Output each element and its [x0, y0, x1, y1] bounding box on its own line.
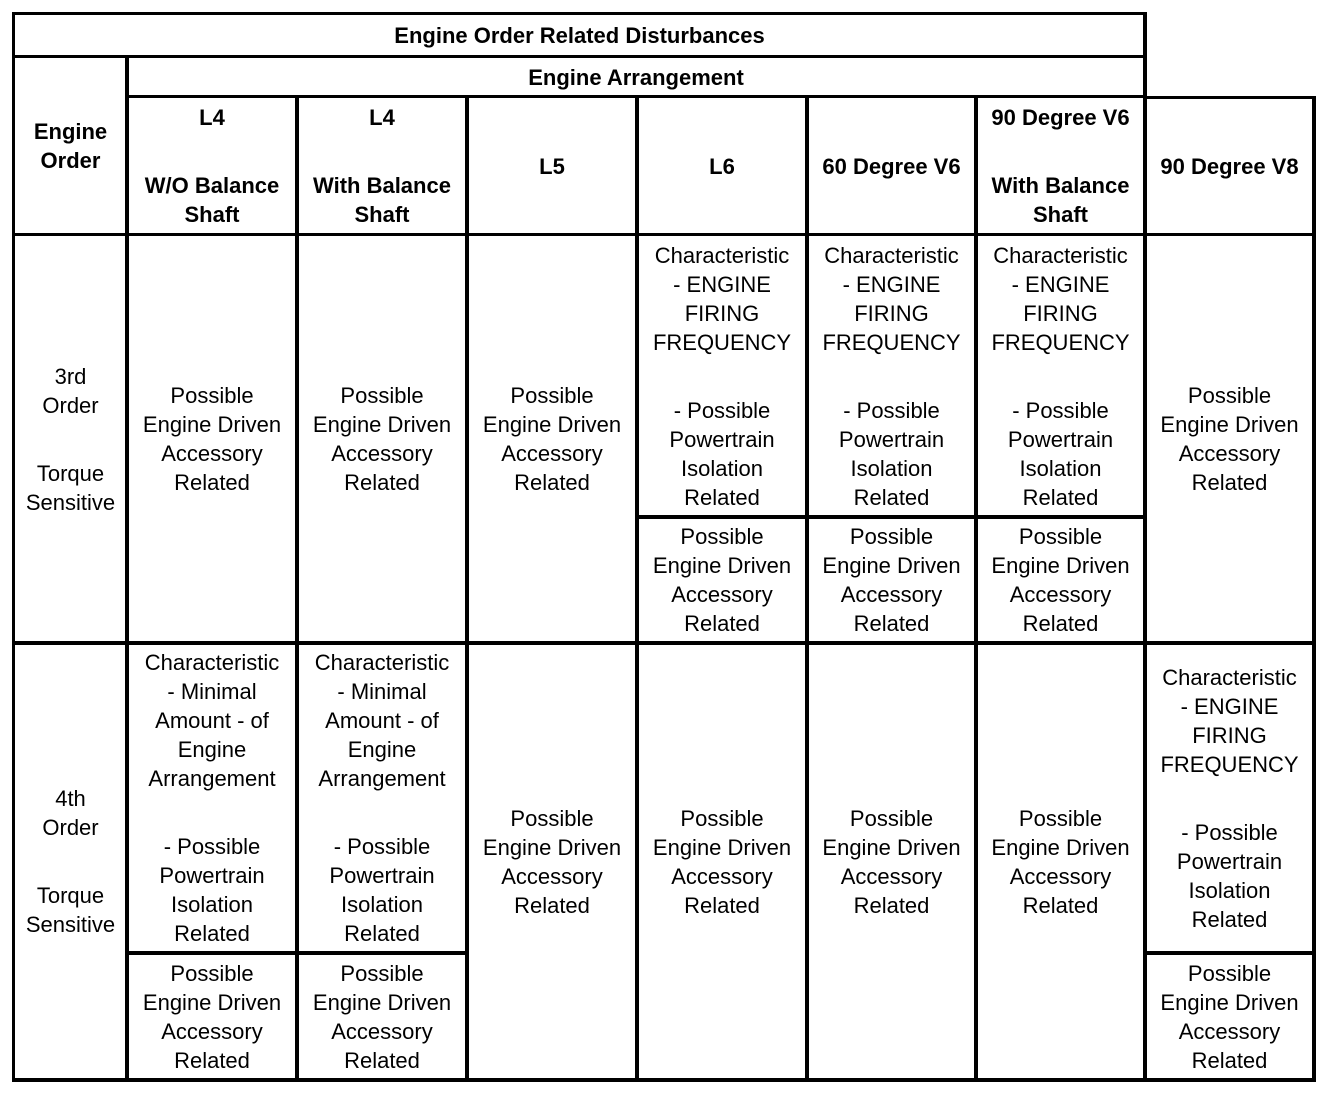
grid-line — [1143, 12, 1147, 1082]
cell-line: Possible — [680, 524, 764, 549]
grid-line — [295, 95, 299, 1082]
cell-line: - ENGINE — [673, 271, 771, 297]
cell-line: - Possible — [163, 834, 261, 859]
cell-3rd-60v6-firing — [807, 235, 976, 517]
cell-line: FREQUENCY — [652, 329, 792, 355]
cell-3rd-l4-with-accessory — [297, 235, 467, 643]
cell-line: - Possible — [1012, 397, 1109, 423]
cell-line: Engine — [177, 737, 247, 762]
cell-line: Accessory — [840, 582, 943, 607]
cell-line: Accessory — [840, 863, 943, 889]
cell-3rd-l6-firing — [637, 235, 807, 517]
cell-line: Related — [1022, 892, 1099, 918]
column-header-line: 60 Degree V6 — [822, 153, 961, 179]
cell-line: FIRING — [854, 300, 929, 326]
cell-line: Engine Driven — [991, 834, 1130, 860]
cell-line: Engine Driven — [652, 834, 792, 860]
cell-line: - Possible — [1181, 819, 1278, 845]
column-header-l5 — [467, 97, 637, 235]
column-header-line: L4 — [199, 105, 225, 130]
cell-line: Possible — [849, 524, 934, 549]
cell-line: Accessory — [501, 441, 603, 466]
cell-line: Powertrain — [1007, 426, 1114, 452]
cell-line: Related — [344, 921, 420, 946]
engine-order-header-line: Engine — [33, 119, 108, 144]
cell-line: Engine Driven — [312, 412, 452, 437]
grid-line — [12, 233, 1316, 236]
column-header-line: With Balance — [991, 173, 1130, 198]
cell-line: Related — [174, 470, 250, 495]
cell-line: FREQUENCY — [822, 329, 961, 355]
cell-line: Related — [1022, 611, 1099, 636]
cell-line: - Possible — [673, 397, 771, 423]
grid-line — [974, 95, 978, 1082]
cell-line: Characteristic — [314, 650, 450, 675]
row-label-3rd-order — [14, 235, 127, 643]
cell-line: Possible — [1187, 960, 1272, 986]
cell-4th-l4-with-accessory — [297, 953, 467, 1080]
column-header-line: Shaft — [354, 202, 410, 227]
cell-line: Amount - of — [325, 708, 439, 733]
cell-line: - Minimal — [337, 679, 427, 704]
cell-line: Engine Driven — [312, 989, 452, 1015]
column-header-line: Shaft — [184, 202, 240, 227]
grid-line — [635, 515, 1147, 519]
cell-line: Related — [684, 484, 760, 510]
grid-line — [1145, 96, 1316, 99]
cell-line: Related — [1191, 906, 1268, 932]
cell-line: Accessory — [671, 863, 773, 889]
cell-line: Engine Driven — [1160, 989, 1299, 1015]
cell-line: Related — [1191, 470, 1268, 495]
cell-line: Engine Driven — [482, 412, 622, 437]
cell-line: Powertrain — [669, 426, 775, 452]
cell-line: Accessory — [1178, 441, 1281, 466]
cell-4th-l6-accessory — [637, 643, 807, 1080]
cell-line: Engine Driven — [142, 989, 282, 1015]
cell-line: Accessory — [501, 863, 603, 889]
cell-line: Accessory — [331, 1018, 433, 1044]
cell-line: FIRING — [1192, 722, 1267, 748]
column-header-line: L6 — [709, 153, 735, 179]
column-header-l6 — [637, 97, 807, 235]
cell-line: Arrangement — [148, 766, 276, 791]
cell-line: Engine Driven — [652, 553, 792, 578]
cell-line: Related — [1022, 484, 1099, 510]
cell-3rd-90v6-firing — [976, 235, 1145, 517]
engine-arrangement-header — [127, 57, 1145, 97]
cell-line: Related — [514, 892, 590, 918]
cell-line: Accessory — [1009, 863, 1112, 889]
cell-line: Accessory — [161, 441, 263, 466]
cell-line: Accessory — [1178, 1018, 1281, 1044]
cell-4th-60v6-accessory — [807, 643, 976, 1080]
cell-4th-v8-accessory — [1145, 953, 1314, 1080]
cell-line: Engine Driven — [822, 553, 961, 578]
column-header-l4-wo-balance — [127, 97, 297, 235]
table-title-text: Engine Order Related Disturbances — [394, 23, 765, 48]
cell-line: Possible — [849, 805, 934, 831]
grid-line — [12, 12, 15, 1082]
column-header-line: 90 Degree V8 — [1160, 153, 1299, 179]
cell-line: FREQUENCY — [991, 329, 1130, 355]
cell-line: Related — [174, 921, 250, 946]
cell-line: Isolation — [1019, 455, 1102, 481]
engine-arrangement-header-text: Engine Arrangement — [528, 64, 744, 90]
row-label-line: Torque — [36, 883, 105, 908]
cell-line: FREQUENCY — [1160, 751, 1299, 777]
cell-line: Related — [514, 470, 590, 495]
row-label-line: 4th — [55, 786, 86, 811]
cell-line: - ENGINE — [842, 271, 941, 297]
cell-line: Related — [344, 470, 420, 495]
cell-3rd-60v6-accessory — [807, 517, 976, 643]
cell-line: Possible — [1018, 524, 1103, 549]
column-header-60-degree-v6 — [807, 97, 976, 235]
cell-line: - ENGINE — [1011, 271, 1110, 297]
grid-line — [805, 95, 809, 1082]
cell-line: Isolation — [681, 455, 763, 481]
cell-line: Characteristic — [1162, 664, 1297, 690]
cell-line: FIRING — [1023, 300, 1098, 326]
column-header-90-degree-v6 — [976, 97, 1145, 235]
cell-line: Possible — [510, 805, 594, 831]
cell-4th-l5-accessory — [467, 643, 637, 1080]
column-header-l4-with-balance — [297, 97, 467, 235]
grid-line — [125, 55, 129, 1082]
cell-line: Possible — [170, 383, 254, 408]
cell-line: Powertrain — [329, 863, 435, 888]
cell-line: - Minimal — [167, 679, 257, 704]
cell-line: Engine Driven — [1160, 412, 1299, 437]
cell-line: Powertrain — [838, 426, 945, 452]
cell-line: Related — [684, 892, 760, 918]
row-label-line: Sensitive — [25, 912, 116, 937]
cell-line: Characteristic — [654, 242, 790, 268]
cell-line: Engine — [347, 737, 417, 762]
cell-line: Possible — [680, 805, 764, 831]
grid-line — [12, 12, 1147, 15]
cell-line: Isolation — [850, 455, 933, 481]
row-label-4th-order — [14, 643, 127, 1080]
cell-4th-l4-with-minimal — [297, 643, 467, 953]
cell-line: Isolation — [171, 892, 253, 917]
row-label-line: Sensitive — [25, 489, 116, 515]
row-label-line: Order — [42, 815, 99, 840]
cell-line: Accessory — [161, 1018, 263, 1044]
cell-line: Accessory — [671, 582, 773, 607]
grid-line — [1312, 96, 1316, 1082]
cell-line: Amount - of — [155, 708, 269, 733]
cell-line: Possible — [1018, 805, 1103, 831]
cell-line: Accessory — [1009, 582, 1112, 607]
cell-line: Related — [1191, 1047, 1268, 1073]
column-header-line: With Balance — [313, 173, 451, 198]
cell-line: Related — [853, 611, 930, 636]
cell-line: Arrangement — [318, 766, 446, 791]
cell-line: - Possible — [333, 834, 431, 859]
cell-line: Engine Driven — [822, 834, 961, 860]
column-header-line: L5 — [539, 153, 565, 179]
grid-line — [465, 95, 469, 1082]
cell-line: Characteristic — [144, 650, 280, 675]
cell-4th-90v6-accessory — [976, 643, 1145, 1080]
cell-line: Possible — [170, 960, 254, 986]
cell-line: Possible — [510, 383, 594, 408]
cell-line: Possible — [1187, 383, 1272, 408]
grid-line — [1143, 951, 1316, 955]
cell-line: - Possible — [843, 397, 940, 423]
cell-3rd-v8-accessory — [1145, 235, 1314, 643]
cell-line: Engine Driven — [482, 834, 622, 860]
table-title — [14, 14, 1145, 57]
column-header-90-degree-v8 — [1145, 97, 1314, 235]
cell-line: Accessory — [331, 441, 433, 466]
row-label-line: Torque — [36, 460, 105, 486]
cell-4th-l4-wo-accessory — [127, 953, 297, 1080]
cell-3rd-90v6-accessory — [976, 517, 1145, 643]
column-header-line: L4 — [369, 105, 395, 130]
cell-line: Characteristic — [824, 242, 959, 268]
cell-line: Powertrain — [159, 863, 265, 888]
column-header-line: W/O Balance — [144, 173, 280, 198]
cell-line: Related — [853, 892, 930, 918]
cell-line: FIRING — [684, 300, 760, 326]
cell-line: Related — [174, 1047, 250, 1073]
row-label-line: 3rd — [54, 363, 87, 389]
cell-line: Characteristic — [993, 242, 1128, 268]
cell-line: Engine Driven — [142, 412, 282, 437]
cell-line: - ENGINE — [1180, 693, 1279, 719]
cell-3rd-l6-accessory — [637, 517, 807, 643]
grid-line — [12, 1078, 1316, 1082]
cell-line: Possible — [340, 383, 424, 408]
cell-line: Isolation — [1188, 877, 1271, 903]
row-label-line: Order — [42, 392, 99, 418]
cell-line: Related — [684, 611, 760, 636]
grid-line — [12, 641, 1316, 645]
cell-4th-l4-wo-minimal — [127, 643, 297, 953]
cell-line: Related — [344, 1047, 420, 1073]
cell-line: Related — [853, 484, 930, 510]
column-header-line: 90 Degree V6 — [991, 105, 1130, 130]
engine-order-header-line: Order — [40, 148, 101, 173]
cell-line: Possible — [340, 960, 424, 986]
column-header-line: Shaft — [1033, 202, 1088, 227]
engine-order-header — [14, 57, 127, 235]
grid-line — [12, 55, 1147, 58]
cell-3rd-l4-wo-accessory — [127, 235, 297, 643]
cell-3rd-l5-accessory — [467, 235, 637, 643]
cell-line: Engine Driven — [991, 553, 1130, 578]
cell-line: Isolation — [341, 892, 423, 917]
cell-4th-v8-firing — [1145, 643, 1314, 953]
cell-line: Powertrain — [1176, 848, 1283, 874]
grid-line — [635, 95, 639, 1082]
